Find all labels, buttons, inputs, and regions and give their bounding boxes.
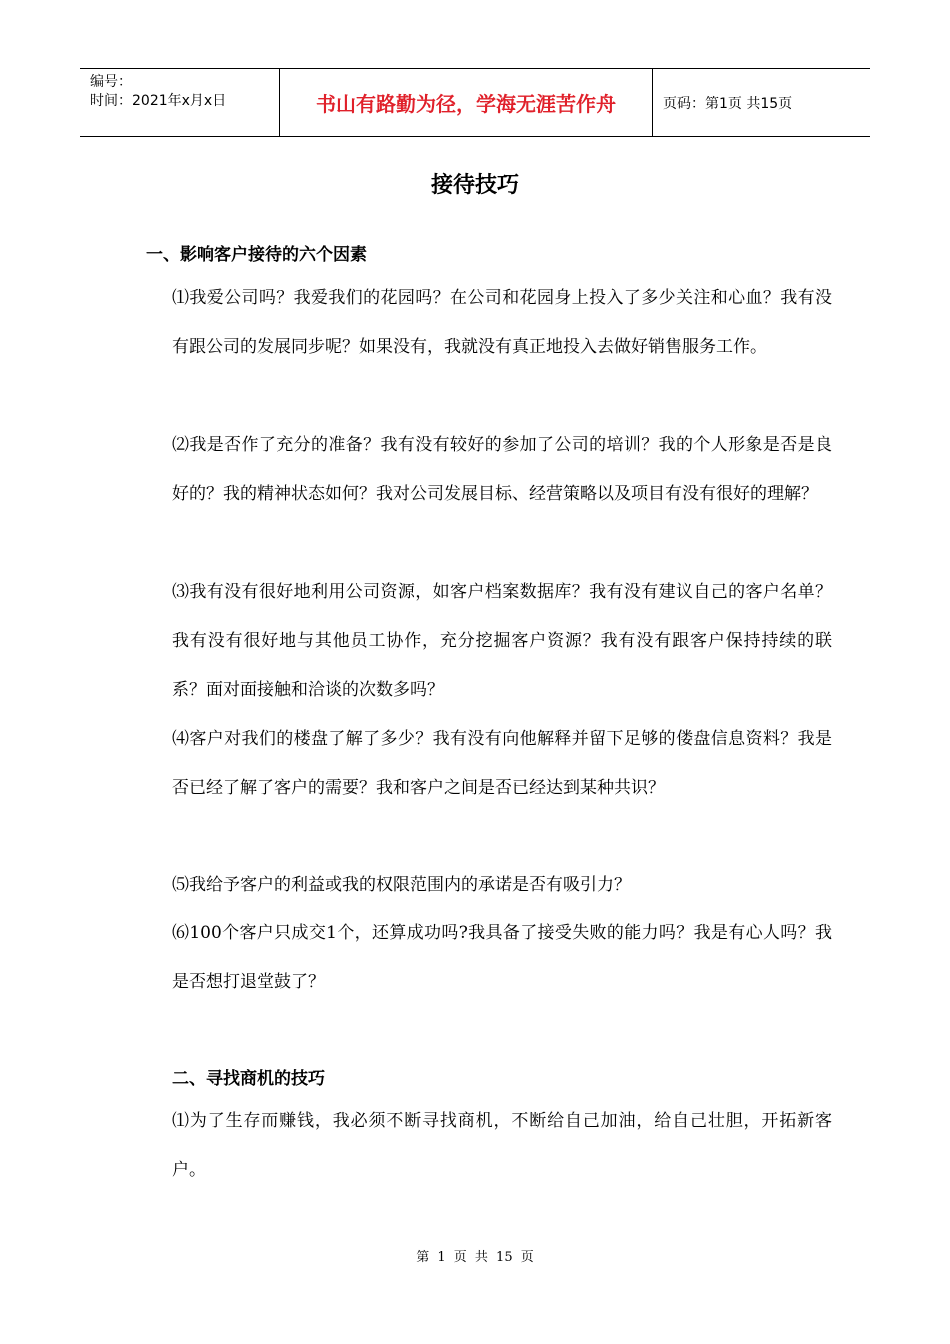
paragraph-1: ⑴我爱公司吗？我爱我们的花园吗？在公司和花园身上投入了多少关注和心血？我有没有跟公司的发展同步呢？如果没有，我就没有真正地投入去做好销售服务工作。 [172, 288, 832, 357]
header-meta [80, 69, 280, 136]
number-label: 编号： [90, 74, 132, 90]
date-label: 时间：2021年x月x日 [90, 93, 227, 109]
paragraph-3: ⑶我有没有很好地利用公司资源，如客户档案数据库？我有没有建议自己的客户名单？我有没有很好地与其他员工协作，充分挖掘客户资源？我有没有跟客户保持持续的联系？面对面接触和洽谈的次数多吗？ [172, 582, 832, 700]
paragraph-2: ⑵我是否作了充分的准备？我有没有较好的参加了公司的培训？我的个人形象是否是良好的？我的精神状态如何？我对公司发展目标、经营策略以及项目有没有很好的理解？ [172, 435, 832, 504]
paragraph-4: ⑷客户对我们的楼盘了解了多少？我有没有向他解释并留下足够的偻盘信息资料？我是否已经了解了客户的需要？我和客户之间是否已经达到某种共识？ [172, 729, 832, 798]
document-title: 接待技巧 [430, 173, 519, 198]
section-heading-2: 二、寻找商机的技巧 [172, 1069, 325, 1089]
paragraph-5: ⑸我给予客户的利益或我的权限范围内的承诺是否有吸引力？ [172, 875, 631, 895]
header-motto: 书山有路勤为径，学海无涯苦作舟 [280, 69, 653, 136]
paragraph-6: ⑹100个客户只成交1个，还算成功吗?我具备了接受失败的能力吗？我是有心人吗？我是否想打退堂鼓了？ [172, 923, 832, 992]
paragraph-7: ⑴为了生存而赚钱，我必须不断寻找商机，不断给自己加油，给自己壮胆，开拓新客户。 [172, 1111, 832, 1180]
section-heading-1: 一、影响客户接待的六个因素 [146, 245, 367, 265]
document-header [80, 68, 870, 137]
header-page-info: 页码：第1页 共15页 [663, 95, 793, 112]
page-footer: 第 1 页 共 15 页 [416, 1250, 534, 1265]
